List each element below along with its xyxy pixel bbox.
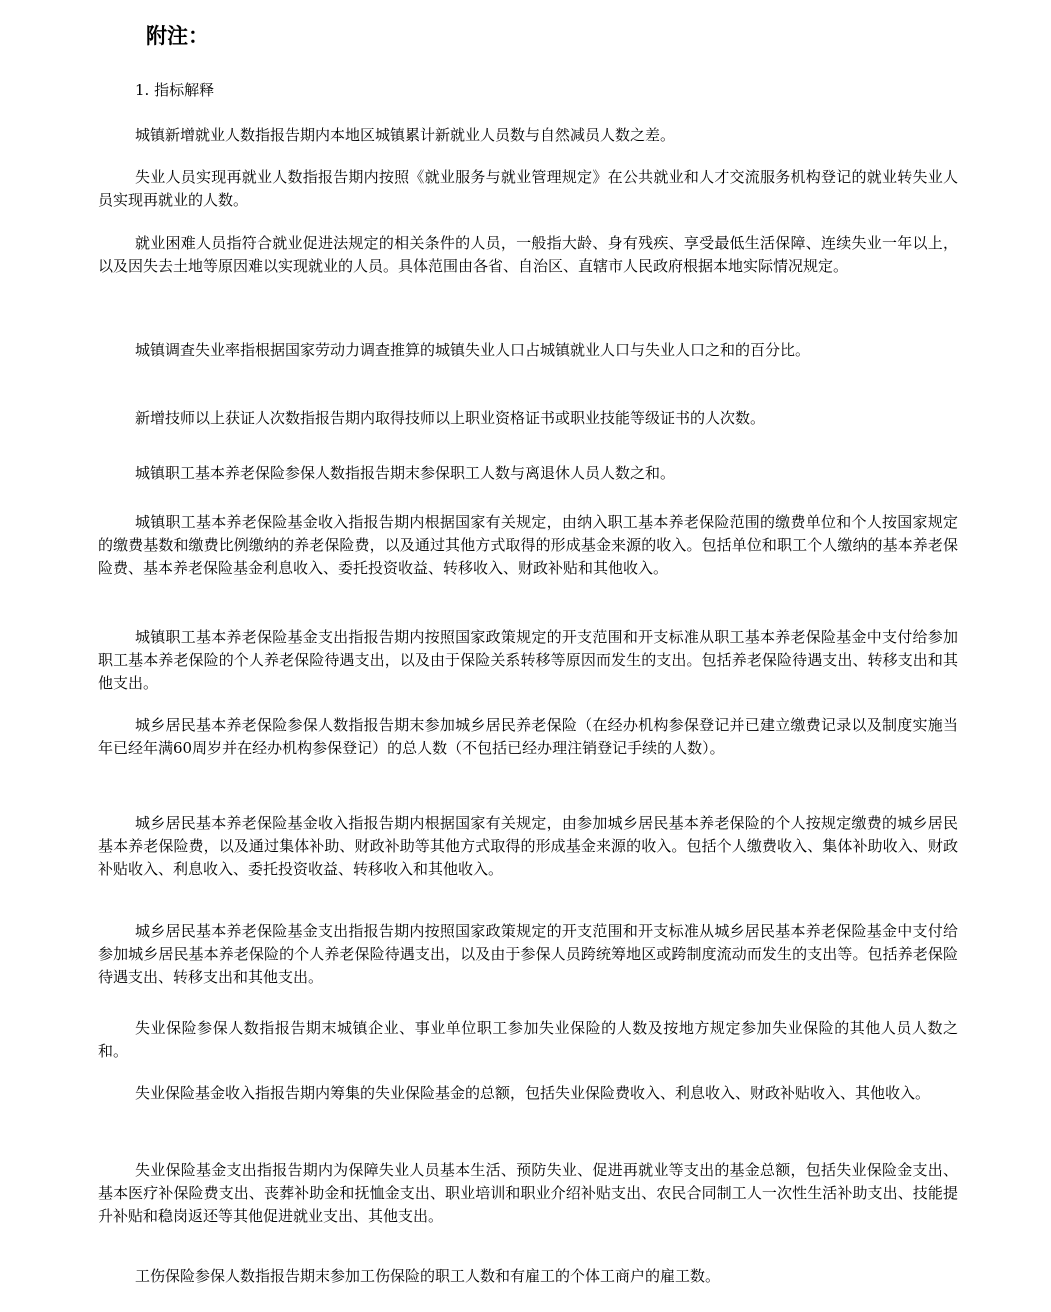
paragraph-unemployment-fund-income: 失业保险基金收入指报告期内筹集的失业保险基金的总额，包括失业保险费收入、利息收入、财政补贴收入、其他收入。	[135, 1084, 931, 1102]
paragraph-unemployment-insured: 失业保险参保人数指报告期末城镇企业、事业单位职工参加失业保险的人数及按地方规定参加失业保险的其他人员人数之和。	[98, 1019, 958, 1060]
paragraph-resident-pension-insured: 城乡居民基本养老保险参保人数指报告期末参加城乡居民养老保险（在经办机构参保登记并已建立缴费记录以及制度实施当年已经年满60周岁并在经办机构参保登记）的总人数（不包括已经办理注销登记手续的人数）。	[98, 716, 958, 757]
paragraph-hard-to-employ: 就业困难人员指符合就业促进法规定的相关条件的人员，一般指大龄、身有残疾、享受最低生活保障、连续失业一年以上，以及因失去土地等原因难以实现就业的人员。具体范围由各省、自治区、直辖市人民政府根据本地实际情况规定。	[98, 234, 958, 275]
paragraph-survey-unemployment-rate: 城镇调查失业率指根据国家劳动力调查推算的城镇失业人口占城镇就业人口与失业人口之和的百分比。	[135, 341, 811, 359]
paragraph-reemployment: 失业人员实现再就业人数指报告期内按照《就业服务与就业管理规定》在公共就业和人才交流服务机构登记的就业转失业人员实现再就业的人数。	[98, 168, 958, 209]
paragraph-work-injury-insured: 工伤保险参保人数指报告期末参加工伤保险的职工人数和有雇工的个体工商户的雇工数。	[135, 1267, 721, 1285]
page-title: 附注：	[146, 24, 209, 48]
paragraph-resident-pension-expenditure: 城乡居民基本养老保险基金支出指报告期内按照国家政策规定的开支范围和开支标准从城乡居民基本养老保险基金中支付给参加城乡居民基本养老保险的个人养老保险待遇支出，以及由于参保人员跨统筹地区或跨制度流动而发生的支出等。包括养老保险待遇支出、转移支出和其他支出。	[98, 922, 958, 986]
paragraph-pension-insured: 城镇职工基本养老保险参保人数指报告期末参保职工人数与离退休人员人数之和。	[135, 464, 676, 482]
paragraph-pension-fund-income: 城镇职工基本养老保险基金收入指报告期内根据国家有关规定，由纳入职工基本养老保险范围的缴费单位和个人按国家规定的缴费基数和缴费比例缴纳的养老保险费，以及通过其他方式取得的形成基金来源的收入。包括单位和职工个人缴纳的基本养老保险费、基本养老保险基金利息收入、委托投资收益、转移收入、财政补贴和其他收入。	[98, 513, 958, 577]
section-heading: 1. 指标解释	[135, 81, 215, 99]
paragraph-technician-certificates: 新增技师以上获证人次数指报告期内取得技师以上职业资格证书或职业技能等级证书的人次数。	[135, 409, 766, 427]
paragraph-unemployment-fund-expenditure: 失业保险基金支出指报告期内为保障失业人员基本生活、预防失业、促进再就业等支出的基金总额，包括失业保险金支出、基本医疗补保险费支出、丧葬补助金和抚恤金支出、职业培训和职业介绍补贴支出、农民合同制工人一次性生活补助支出、技能提升补贴和稳岗返还等其他促进就业支出、其他支出。	[98, 1161, 958, 1225]
paragraph-pension-fund-expenditure: 城镇职工基本养老保险基金支出指报告期内按照国家政策规定的开支范围和开支标准从职工基本养老保险基金中支付给参加职工基本养老保险的个人养老保险待遇支出，以及由于保险关系转移等原因而发生的支出。包括养老保险待遇支出、转移支出和其他支出。	[98, 628, 958, 692]
paragraph-urban-new-employment: 城镇新增就业人数指报告期内本地区城镇累计新就业人员数与自然减员人数之差。	[135, 126, 676, 144]
paragraph-resident-pension-income: 城乡居民基本养老保险基金收入指报告期内根据国家有关规定，由参加城乡居民基本养老保险的个人按规定缴费的城乡居民基本养老保险费，以及通过集体补助、财政补助等其他方式取得的形成基金来源的收入。包括个人缴费收入、集体补助收入、财政补贴收入、利息收入、委托投资收益、转移收入和其他收入。	[98, 814, 958, 878]
